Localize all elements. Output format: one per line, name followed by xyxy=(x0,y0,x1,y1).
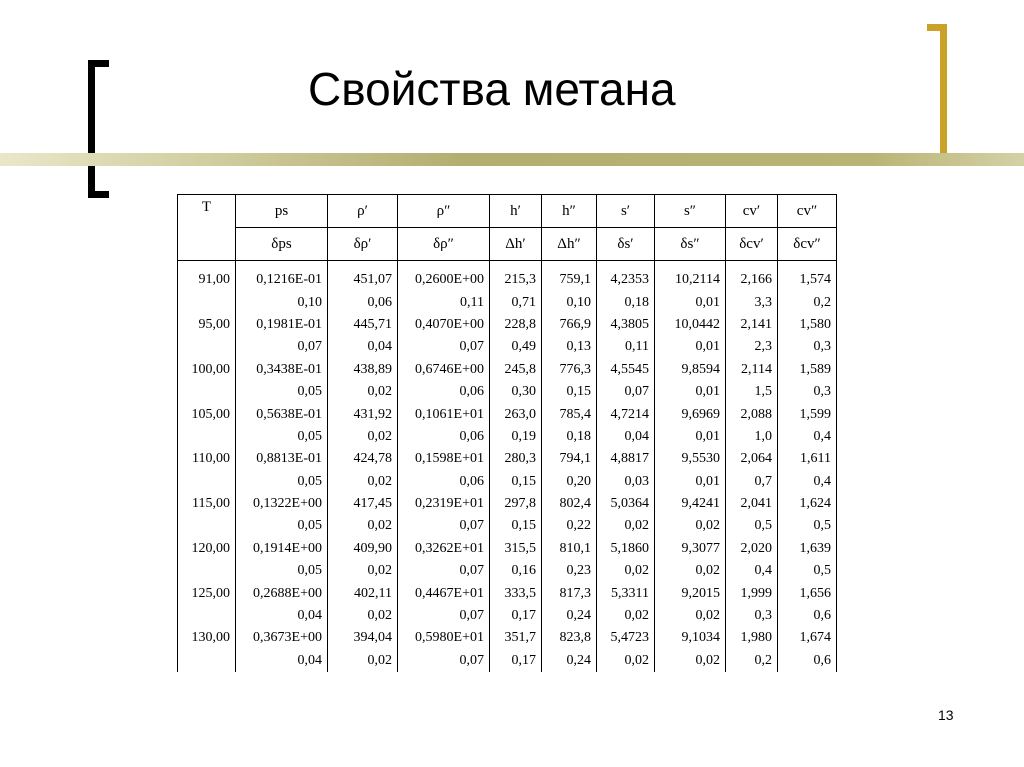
table-cell: 409,90 xyxy=(328,538,398,560)
table-cell: 9,2015 xyxy=(655,582,726,604)
table-cell: 0,2319E+01 xyxy=(398,493,490,515)
header-cell-uncertainty: δcv″ xyxy=(778,228,837,261)
table-cell: 823,8 xyxy=(542,627,597,649)
table-cell: 0,1061E+01 xyxy=(398,403,490,425)
table-row-values xyxy=(178,314,837,336)
table-cell: 0,18 xyxy=(542,426,597,448)
table-cell: 1,999 xyxy=(726,582,778,604)
table-cell: 9,6969 xyxy=(655,403,726,425)
header-cell-uncertainty: δps xyxy=(236,228,328,261)
methane-properties-table xyxy=(177,194,837,672)
table-cell: 794,1 xyxy=(542,448,597,470)
table-cell: 0,02 xyxy=(328,471,398,493)
table-cell: 10,0442 xyxy=(655,314,726,336)
table-cell: 9,4241 xyxy=(655,493,726,515)
table-cell: 0,1981E-01 xyxy=(236,314,328,336)
table-cell: 0,02 xyxy=(655,605,726,627)
slide-title: Свойства метана xyxy=(308,63,676,115)
table-cell: 0,07 xyxy=(398,605,490,627)
table-cell: 394,04 xyxy=(328,627,398,649)
table-cell: 91,00 xyxy=(178,261,236,292)
table-cell: 0,02 xyxy=(328,426,398,448)
header-cell: ρ″ xyxy=(398,195,490,228)
table-cell: 0,2 xyxy=(726,650,778,672)
table-cell: 0,3 xyxy=(726,605,778,627)
table-cell: 1,624 xyxy=(778,493,837,515)
table-cell: 0,24 xyxy=(542,605,597,627)
table-cell: 0,02 xyxy=(655,560,726,582)
table-row-values xyxy=(178,493,837,515)
table-cell: 0,04 xyxy=(236,650,328,672)
table-row-values xyxy=(178,261,837,292)
table-cell: 0,15 xyxy=(490,471,542,493)
table-cell xyxy=(178,381,236,403)
table-cell: 105,00 xyxy=(178,403,236,425)
table-cell: 0,5 xyxy=(778,560,837,582)
table-cell: 0,49 xyxy=(490,336,542,358)
table-cell: 802,4 xyxy=(542,493,597,515)
table-cell xyxy=(178,291,236,313)
table-cell: 0,07 xyxy=(398,560,490,582)
table-cell: 9,8594 xyxy=(655,359,726,381)
table-cell: 2,064 xyxy=(726,448,778,470)
table-cell: 1,639 xyxy=(778,538,837,560)
table-body xyxy=(178,261,837,673)
table-cell: 245,8 xyxy=(490,359,542,381)
table-cell: 0,2 xyxy=(778,291,837,313)
table-cell: 0,02 xyxy=(328,605,398,627)
header-cell-uncertainty: δcv′ xyxy=(726,228,778,261)
table-cell: 228,8 xyxy=(490,314,542,336)
table-cell: 115,00 xyxy=(178,493,236,515)
table-cell: 9,3077 xyxy=(655,538,726,560)
table-cell: 1,0 xyxy=(726,426,778,448)
header-label-temperature: T xyxy=(201,199,212,215)
header-cell-uncertainty: Δh′ xyxy=(490,228,542,261)
table-cell: 0,1598E+01 xyxy=(398,448,490,470)
table-cell: 810,1 xyxy=(542,538,597,560)
table-cell: 0,4 xyxy=(778,426,837,448)
table-cell: 0,3 xyxy=(778,336,837,358)
table-row-uncertainties xyxy=(178,336,837,358)
table-cell: 0,1322E+00 xyxy=(236,493,328,515)
table-cell: 5,3311 xyxy=(597,582,655,604)
table-cell: 0,3673E+00 xyxy=(236,627,328,649)
table-cell: 0,06 xyxy=(328,291,398,313)
table-cell: 0,10 xyxy=(236,291,328,313)
table-cell: 9,5530 xyxy=(655,448,726,470)
table-cell: 125,00 xyxy=(178,582,236,604)
table-cell: 0,2600E+00 xyxy=(398,261,490,292)
table-cell: 0,02 xyxy=(328,560,398,582)
table-cell: 130,00 xyxy=(178,627,236,649)
table-cell: 0,1914E+00 xyxy=(236,538,328,560)
table-cell: 0,06 xyxy=(398,426,490,448)
table-cell: 0,15 xyxy=(542,381,597,403)
table-cell: 9,1034 xyxy=(655,627,726,649)
table-cell: 0,06 xyxy=(398,381,490,403)
table-cell: 0,7 xyxy=(726,471,778,493)
table-cell: 0,10 xyxy=(542,291,597,313)
table-cell: 0,02 xyxy=(328,650,398,672)
table-row-values xyxy=(178,582,837,604)
table-cell: 0,02 xyxy=(597,650,655,672)
table-cell: 0,16 xyxy=(490,560,542,582)
header-cell-uncertainty: δρ″ xyxy=(398,228,490,261)
table-cell: 817,3 xyxy=(542,582,597,604)
table-cell: 10,2114 xyxy=(655,261,726,292)
table-cell: 0,5638E-01 xyxy=(236,403,328,425)
header-row-values xyxy=(178,195,837,228)
title-underline-bar xyxy=(0,153,1024,166)
table-cell: 4,3805 xyxy=(597,314,655,336)
table-cell: 0,5980E+01 xyxy=(398,627,490,649)
table-cell: 110,00 xyxy=(178,448,236,470)
table-row-uncertainties xyxy=(178,560,837,582)
table-cell: 280,3 xyxy=(490,448,542,470)
header-cell: h′ xyxy=(490,195,542,228)
table-cell: 4,8817 xyxy=(597,448,655,470)
table-cell: 4,2353 xyxy=(597,261,655,292)
table-cell xyxy=(178,605,236,627)
table-cell: 2,114 xyxy=(726,359,778,381)
table-cell: 0,17 xyxy=(490,605,542,627)
table-cell: 1,5 xyxy=(726,381,778,403)
header-cell: s″ xyxy=(655,195,726,228)
table-cell: 776,3 xyxy=(542,359,597,381)
table-cell: 0,3262E+01 xyxy=(398,538,490,560)
table-row-uncertainties xyxy=(178,291,837,313)
table-cell xyxy=(178,336,236,358)
table-cell: 2,166 xyxy=(726,261,778,292)
table-row-uncertainties xyxy=(178,426,837,448)
table-row-uncertainties xyxy=(178,471,837,493)
header-row-uncertainties xyxy=(178,228,837,261)
header-cell: cv″ xyxy=(778,195,837,228)
header-cell: ρ′ xyxy=(328,195,398,228)
table-cell: 0,02 xyxy=(597,560,655,582)
table-cell: 0,3438E-01 xyxy=(236,359,328,381)
table-cell: 451,07 xyxy=(328,261,398,292)
table-cell: 1,656 xyxy=(778,582,837,604)
table-row-values xyxy=(178,359,837,381)
table-cell: 2,020 xyxy=(726,538,778,560)
table-cell: 0,1216E-01 xyxy=(236,261,328,292)
table-cell: 445,71 xyxy=(328,314,398,336)
header-cell: cv′ xyxy=(726,195,778,228)
table-cell: 1,574 xyxy=(778,261,837,292)
table-row-uncertainties xyxy=(178,515,837,537)
table-cell: 1,980 xyxy=(726,627,778,649)
table-cell: 0,5 xyxy=(726,515,778,537)
table-cell: 4,7214 xyxy=(597,403,655,425)
table-cell: 0,22 xyxy=(542,515,597,537)
table-cell: 0,01 xyxy=(655,426,726,448)
table-cell: 0,71 xyxy=(490,291,542,313)
table-cell: 100,00 xyxy=(178,359,236,381)
table-cell: 0,15 xyxy=(490,515,542,537)
table-row-uncertainties xyxy=(178,381,837,403)
table-row-uncertainties xyxy=(178,650,837,672)
table-cell: 0,07 xyxy=(398,650,490,672)
table-cell: 351,7 xyxy=(490,627,542,649)
table-cell: 5,1860 xyxy=(597,538,655,560)
table-cell: 0,05 xyxy=(236,471,328,493)
table-cell: 0,4467E+01 xyxy=(398,582,490,604)
table-cell: 0,4070E+00 xyxy=(398,314,490,336)
table-cell: 0,4 xyxy=(778,471,837,493)
table-cell: 0,03 xyxy=(597,471,655,493)
table-cell: 2,141 xyxy=(726,314,778,336)
table-row-values xyxy=(178,403,837,425)
table-cell: 2,3 xyxy=(726,336,778,358)
table-cell: 315,5 xyxy=(490,538,542,560)
left-bracket-decoration xyxy=(88,60,109,198)
table-cell: 333,5 xyxy=(490,582,542,604)
table-cell xyxy=(178,650,236,672)
table-cell: 417,45 xyxy=(328,493,398,515)
header-cell: h″ xyxy=(542,195,597,228)
table-cell: 0,4 xyxy=(726,560,778,582)
table-cell xyxy=(178,426,236,448)
table-cell xyxy=(178,515,236,537)
header-cell-uncertainty: Δh″ xyxy=(542,228,597,261)
table-cell: 0,02 xyxy=(597,605,655,627)
table-cell: 431,92 xyxy=(328,403,398,425)
right-bracket-decoration xyxy=(927,24,947,160)
table-cell: 766,9 xyxy=(542,314,597,336)
table-cell: 0,8813E-01 xyxy=(236,448,328,470)
table-cell: 0,02 xyxy=(328,515,398,537)
header-cell-temperature xyxy=(178,195,236,261)
table-cell: 263,0 xyxy=(490,403,542,425)
table-cell: 0,02 xyxy=(655,515,726,537)
table-row-values xyxy=(178,538,837,560)
table-cell: 0,05 xyxy=(236,560,328,582)
table-cell: 0,01 xyxy=(655,291,726,313)
table-cell: 424,78 xyxy=(328,448,398,470)
table-cell: 0,04 xyxy=(328,336,398,358)
table-cell xyxy=(178,560,236,582)
table-cell: 0,18 xyxy=(597,291,655,313)
table-row-values xyxy=(178,627,837,649)
table-cell: 0,05 xyxy=(236,515,328,537)
table-cell: 0,17 xyxy=(490,650,542,672)
table-cell: 0,30 xyxy=(490,381,542,403)
header-cell-uncertainty: δs′ xyxy=(597,228,655,261)
table-cell: 0,07 xyxy=(398,336,490,358)
table-cell: 785,4 xyxy=(542,403,597,425)
table-cell: 0,06 xyxy=(398,471,490,493)
table-cell: 4,5545 xyxy=(597,359,655,381)
table-cell: 5,0364 xyxy=(597,493,655,515)
table-row-values xyxy=(178,448,837,470)
table-cell: 0,05 xyxy=(236,426,328,448)
table-cell: 215,3 xyxy=(490,261,542,292)
header-cell-uncertainty: δs″ xyxy=(655,228,726,261)
table-cell: 0,01 xyxy=(655,471,726,493)
table-cell: 0,02 xyxy=(328,381,398,403)
table-cell: 0,02 xyxy=(655,650,726,672)
table-cell: 2,041 xyxy=(726,493,778,515)
table-cell: 0,05 xyxy=(236,381,328,403)
table-cell: 1,611 xyxy=(778,448,837,470)
table-cell: 402,11 xyxy=(328,582,398,604)
table-cell: 0,04 xyxy=(236,605,328,627)
table-cell: 0,13 xyxy=(542,336,597,358)
table-cell: 0,01 xyxy=(655,336,726,358)
table-cell: 2,088 xyxy=(726,403,778,425)
table-row-uncertainties xyxy=(178,605,837,627)
table-cell: 0,07 xyxy=(236,336,328,358)
table-cell: 0,07 xyxy=(398,515,490,537)
table-cell: 0,6 xyxy=(778,605,837,627)
table-header xyxy=(178,195,837,261)
table-cell: 5,4723 xyxy=(597,627,655,649)
page-number: 13 xyxy=(938,707,954,723)
table-cell: 0,6 xyxy=(778,650,837,672)
table-cell: 120,00 xyxy=(178,538,236,560)
table-cell: 0,04 xyxy=(597,426,655,448)
table-cell: 0,23 xyxy=(542,560,597,582)
table-cell: 0,3 xyxy=(778,381,837,403)
table-cell: 95,00 xyxy=(178,314,236,336)
table-cell: 1,599 xyxy=(778,403,837,425)
table-cell: 0,07 xyxy=(597,381,655,403)
table-cell: 0,01 xyxy=(655,381,726,403)
table-cell: 1,589 xyxy=(778,359,837,381)
table-cell: 0,24 xyxy=(542,650,597,672)
table-cell: 1,580 xyxy=(778,314,837,336)
table-cell: 0,11 xyxy=(597,336,655,358)
header-cell: s′ xyxy=(597,195,655,228)
table-cell: 0,20 xyxy=(542,471,597,493)
table-cell: 438,89 xyxy=(328,359,398,381)
table-cell: 0,11 xyxy=(398,291,490,313)
table-cell: 0,6746E+00 xyxy=(398,359,490,381)
table-cell: 0,02 xyxy=(597,515,655,537)
table-cell: 0,5 xyxy=(778,515,837,537)
table-cell: 297,8 xyxy=(490,493,542,515)
table-cell: 1,674 xyxy=(778,627,837,649)
table-cell: 0,19 xyxy=(490,426,542,448)
table-cell: 759,1 xyxy=(542,261,597,292)
header-cell: ps xyxy=(236,195,328,228)
table-cell: 0,2688E+00 xyxy=(236,582,328,604)
header-cell-uncertainty: δρ′ xyxy=(328,228,398,261)
table-cell xyxy=(178,471,236,493)
table-cell: 3,3 xyxy=(726,291,778,313)
